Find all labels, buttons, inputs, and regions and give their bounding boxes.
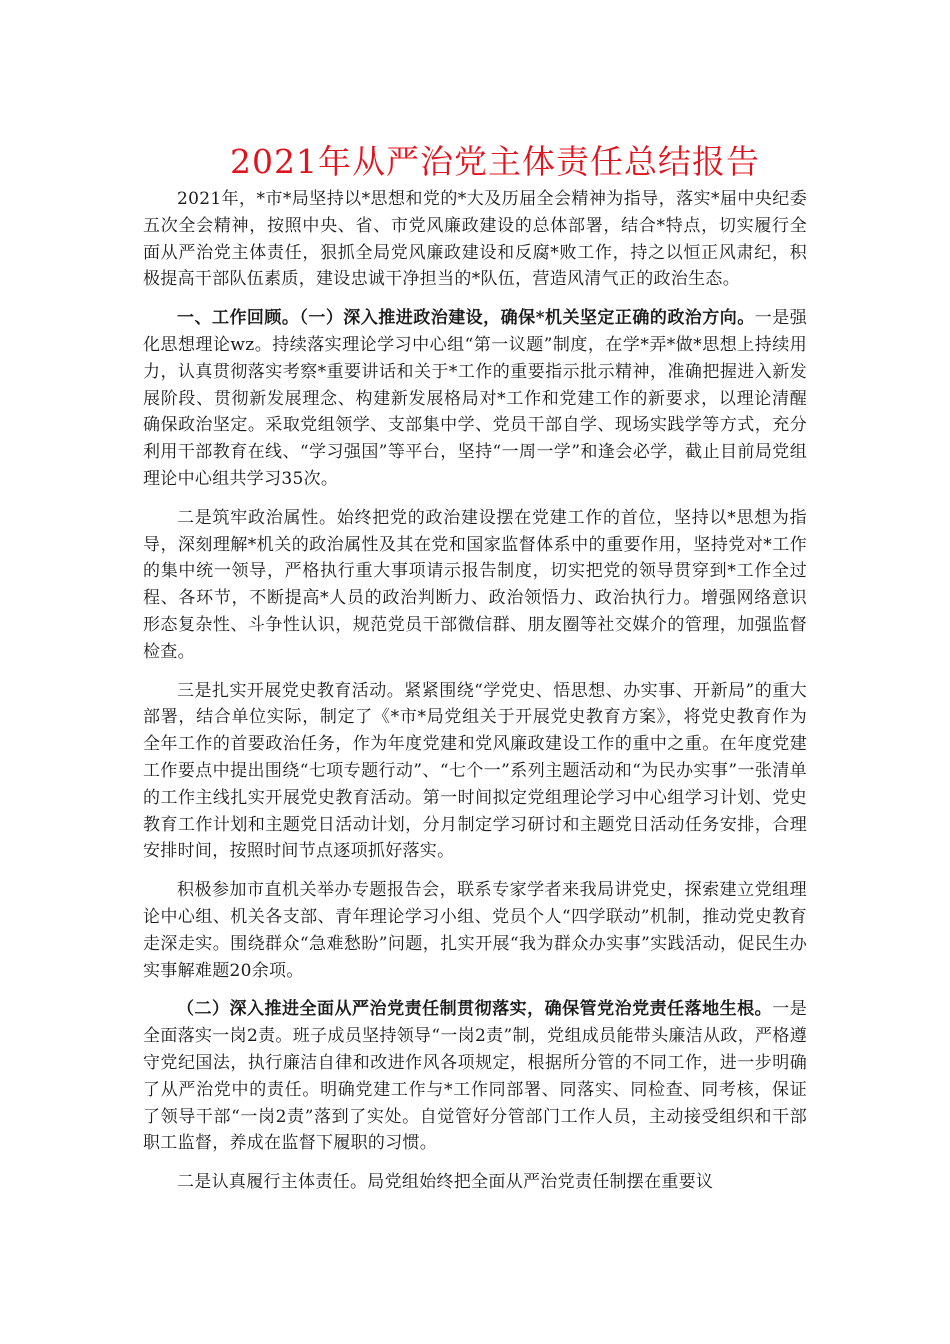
paragraph-lead: 一、工作回顾。（一）深入推进政治建设，确保*机关坚定正确的政治方向。 <box>177 308 755 329</box>
paragraph-main-responsibility <box>143 1169 807 1196</box>
paragraph-section-2 <box>143 996 807 1157</box>
paragraph-text: 一是强化思想理论wz。持续落实理论学习中心组“第一议题”制度，在学*弄*做*思想上持续用力，认真贯彻落实考察*重要讲话和关于*工作的重要指示批示精神，准确把握进入新发展阶段、贯彻新发展理念、构建新发展格局对*工作和党建工作的新要求，以理论清醒确保政治坚定。采取党组领学、支部集中学、党员干部自学、现场实践学等方式，充分利用干部教育在线、“学习强国”等平台，坚持“一周一学”和逢会必学，截止目前局党组理论中心组共学习35次。 <box>143 308 807 489</box>
paragraph-political-attribute <box>143 505 807 666</box>
paragraph-party-history <box>143 678 807 866</box>
paragraph-text: 积极参加市直机关举办专题报告会，联系专家学者来我局讲党史，探索建立党组理论中心组、机关各支部、青年理论学习小组、党员个人“四学联动”机制，推动党史教育走深走实。围绕群众“急难愁盼”问题，扎实开展“我为群众办实事”实践活动，促民生办实事解难题20余项。 <box>143 880 807 981</box>
paragraph-text: 一是全面落实一岗2责。班子成员坚持领导“一岗2责”制，党组成员能带头廉洁从政，严格遵守党纪国法，执行廉洁自律和改进作风各项规定，根据所分管的不同工作，进一步明确了从严治党中的责任。明确党建工作与*工作同部署、同落实、同检查、同考核，保证了领导干部“一岗2责”落到了实处。自觉管好分管部门工作人员，主动接受组织和干部职工监督，养成在监督下履职的习惯。 <box>143 999 807 1154</box>
paragraph-intro <box>143 186 807 293</box>
paragraph-text: 三是扎实开展党史教育活动。紧紧围绕“学党史、悟思想、办实事、开新局”的重大部署，结合单位实际，制定了《*市*局党组关于开展党史教育方案》，将党史教育作为全年工作的首要政治任务，作为年度党建和党风廉政建设工作的重中之重。在年度党建工作要点中提出围绕“七项专题行动”、“七个一”系列主题活动和“为民办实事”一张清单的工作主线扎实开展党史教育活动。第一时间拟定党组理论学习中心组学习计划、党史教育工作计划和主题党日活动计划，分月制定学习研讨和主题党日活动任务安排，合理安排时间，按照时间节点逐项抓好落实。 <box>143 680 807 862</box>
paragraph-text: 二是筑牢政治属性。始终把党的政治建设摆在党建工作的首位，坚持以*思想为指导，深刻理解*机关的政治属性及其在党和国家监督体系中的重要作用，坚持党对*工作的集中统一领导，严格执行重大事项请示报告制度，切实把党的领导贯穿到*工作全过程、各环节，不断提高*人员的政治判断力、政治领悟力、政治执行力。增强网络意识形态复杂性、斗争性认识，规范党员干部微信群、朋友圈等社交媒介的管理，加强监督检查。 <box>143 507 807 662</box>
paragraph-text: 二是认真履行主体责任。局党组始终把全面从严治党责任制摆在重要议 <box>177 1172 714 1193</box>
document-title: 2021年从严治党主体责任总结报告 <box>230 142 760 181</box>
paragraph-lectures <box>143 877 807 984</box>
paragraph-section-1 <box>143 305 807 493</box>
paragraph-lead: （二）深入推进全面从严治党责任制贯彻落实，确保管党治党责任落地生根。 <box>177 999 773 1020</box>
document-body <box>143 186 807 1208</box>
paragraph-text: 2021年，*市*局坚持以*思想和党的*大及历届全会精神为指导，落实*届中央纪委五次全会精神，按照中央、省、市党风廉政建设的总体部署，结合*特点，切实履行全面从严治党主体责任，狠抓全局党风廉政建设和反腐*败工作，持之以恒正风肃纪，积极提高干部队伍素质，建设忠诚干净担当的*队伍，营造风清气正的政治生态。 <box>143 189 807 290</box>
